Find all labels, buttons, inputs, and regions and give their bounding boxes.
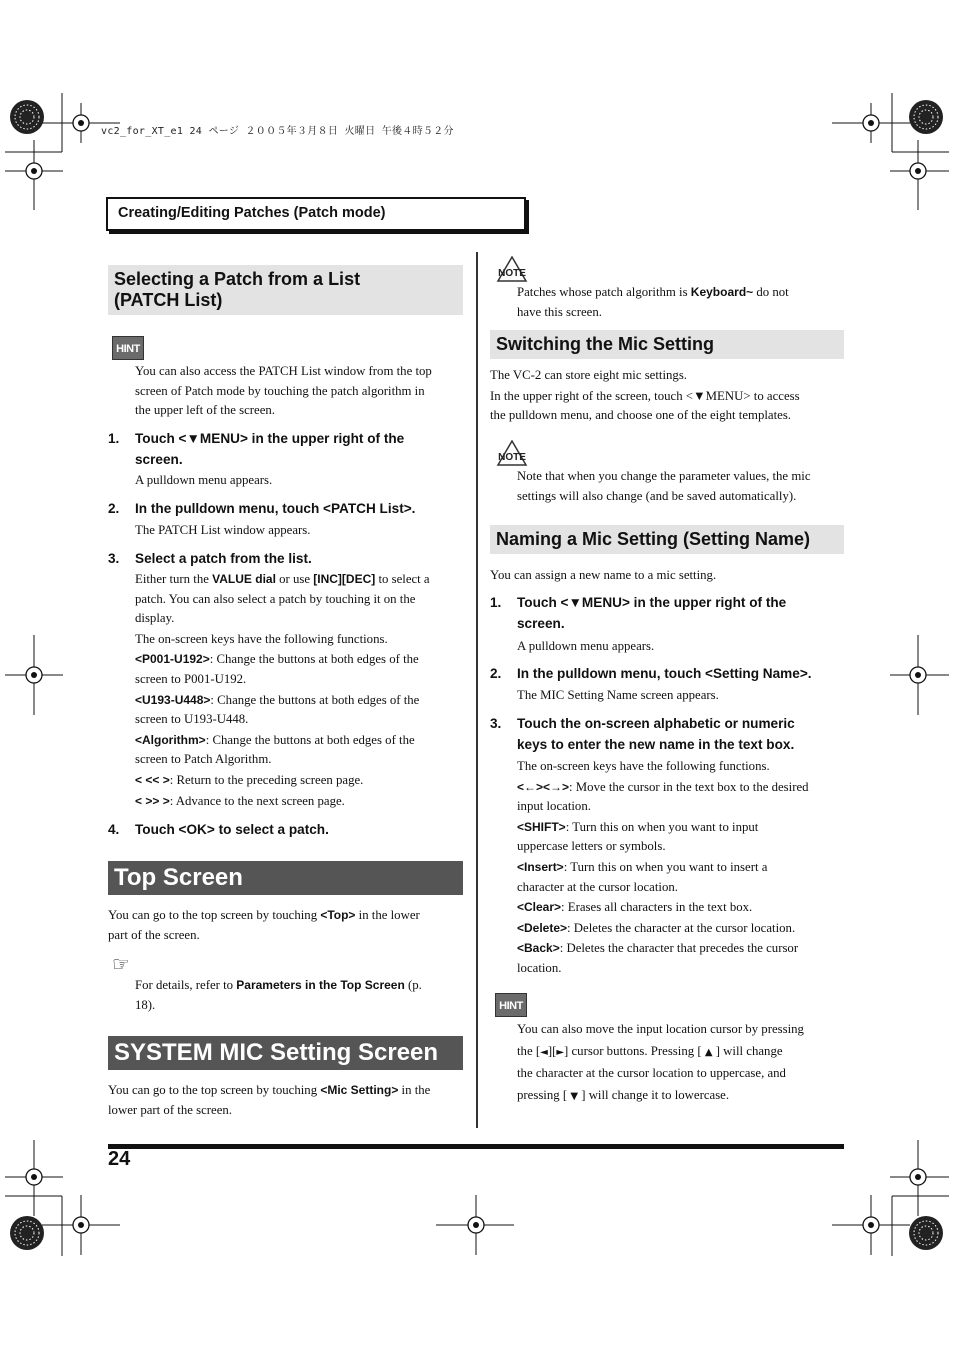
step-4 bbox=[108, 820, 470, 841]
naming-step-1-desc: A pulldown menu appears. bbox=[517, 639, 655, 653]
footer-rule bbox=[108, 1144, 844, 1149]
hint-line: the upper left of the screen. bbox=[135, 403, 275, 418]
key-desc: : Turn this on when you want to insert a bbox=[563, 859, 768, 874]
text: do not bbox=[753, 285, 789, 299]
step-text: Touch <▼MENU> in the upper right of the bbox=[135, 431, 405, 446]
key-name: < >> > bbox=[135, 793, 170, 808]
key-desc: character at the cursor location. bbox=[517, 879, 678, 894]
note-icon bbox=[495, 256, 529, 282]
text: ][ bbox=[547, 1043, 557, 1058]
key-desc: location. bbox=[517, 960, 562, 975]
down-arrow-icon: ▼ bbox=[570, 1090, 579, 1102]
note-text-2 bbox=[517, 467, 847, 506]
key-desc: screen to P001-U192. bbox=[135, 671, 247, 686]
step-text: Touch <OK> to select a patch. bbox=[135, 822, 329, 837]
section-heading-patch-list bbox=[108, 265, 463, 315]
step-number: 4. bbox=[108, 822, 120, 837]
text: ] cursor buttons. Pressing [ bbox=[564, 1043, 702, 1058]
text: patch. You can also select a patch by touching it on the bbox=[135, 591, 416, 606]
text: The VC-2 can store eight mic settings. bbox=[490, 368, 688, 382]
reference-icon: ☞ bbox=[112, 952, 130, 976]
hint-line: You can also access the PATCH List window from the top bbox=[135, 364, 432, 378]
step-text: Touch the on-screen alphabetic or numeric bbox=[517, 716, 795, 731]
switching-text bbox=[490, 366, 850, 426]
key-name: <Insert> bbox=[517, 859, 564, 874]
hint-icon: HINT bbox=[495, 993, 527, 1017]
key-name: <Clear> bbox=[517, 900, 562, 915]
chapter-header bbox=[106, 197, 526, 231]
step-number: 2. bbox=[490, 666, 502, 681]
key-desc: : Change the buttons at both edges of the bbox=[209, 652, 419, 667]
value-dial-label: VALUE dial bbox=[212, 572, 276, 586]
system-mic-text bbox=[108, 1081, 468, 1120]
key-desc: : Deletes the character that precedes the cursor bbox=[559, 941, 799, 956]
step-1 bbox=[108, 429, 470, 470]
right-arrow-icon: ► bbox=[556, 1046, 565, 1058]
text: pressing [ bbox=[517, 1087, 568, 1102]
reference-text bbox=[135, 976, 465, 1015]
column-divider bbox=[476, 252, 478, 1128]
step-text: In the pulldown menu, touch <Setting Name>. bbox=[517, 666, 812, 681]
text: the pulldown menu, and choose one of the eight templates. bbox=[490, 408, 792, 423]
mic-setting-key: <Mic Setting> bbox=[320, 1083, 399, 1097]
step-text: Touch <▼MENU> in the upper right of the bbox=[517, 595, 787, 610]
inc-dec-label: [INC][DEC] bbox=[313, 572, 376, 586]
text: ] will change bbox=[715, 1043, 783, 1058]
page-number: 24 bbox=[108, 1148, 131, 1170]
text: Either turn the bbox=[135, 572, 213, 586]
step-text: In the pulldown menu, touch <PATCH List>. bbox=[135, 501, 416, 516]
text: You can also move the input location cursor by pressing bbox=[517, 1022, 804, 1036]
step-3-desc bbox=[135, 570, 470, 811]
key-desc: uppercase letters or symbols. bbox=[517, 839, 666, 854]
text: settings will also change (and be saved automatically). bbox=[517, 488, 797, 503]
key-desc: screen to U193-U448. bbox=[135, 712, 249, 727]
keyboard-term: Keyboard~ bbox=[690, 285, 754, 299]
key-name: <←><→> bbox=[517, 779, 570, 794]
text: 18). bbox=[135, 997, 156, 1012]
hint-icon: HINT bbox=[112, 336, 144, 360]
key-name: <SHIFT> bbox=[517, 819, 566, 834]
chapter-title: Creating/Editing Patches (Patch mode) bbox=[118, 205, 386, 221]
key-name: < << > bbox=[135, 772, 170, 787]
text: Note that when you change the parameter values, the mic bbox=[517, 469, 811, 483]
step-text: screen. bbox=[135, 451, 183, 467]
step-number: 2. bbox=[108, 501, 120, 516]
step-number: 3. bbox=[108, 551, 120, 566]
text: in the bbox=[398, 1083, 431, 1097]
note-icon-label: NOTE bbox=[498, 268, 526, 279]
key-desc: : Deletes the character at the cursor location. bbox=[567, 920, 796, 935]
top-key: <Top> bbox=[320, 908, 356, 922]
text: lower part of the screen. bbox=[108, 1102, 233, 1117]
key-desc: : Change the buttons at both edges of the bbox=[205, 732, 415, 747]
section-heading-switching: Switching the Mic Setting bbox=[490, 330, 844, 359]
note-icon-label: NOTE bbox=[498, 452, 526, 463]
keys-intro: The on-screen keys have the following functions. bbox=[517, 759, 770, 773]
hint-text-2 bbox=[517, 1019, 852, 1107]
print-info-line: vc2_for_XT_e1 24 ページ ２００５年３月８日 火曜日 午後４時５２分 bbox=[101, 126, 454, 137]
naming-step-3-desc bbox=[517, 757, 847, 979]
text: in the lower bbox=[355, 908, 420, 922]
text: In the upper right of the screen, touch <▼MENU> to access bbox=[490, 388, 800, 403]
note-icon bbox=[495, 440, 529, 466]
step-3 bbox=[108, 549, 470, 570]
naming-step-3 bbox=[490, 714, 847, 755]
key-desc: : Return to the preceding screen page. bbox=[169, 772, 364, 787]
key-desc: : Erases all characters in the text box. bbox=[561, 900, 753, 915]
text: the character at the cursor location to uppercase, and bbox=[517, 1066, 786, 1080]
step-2-desc: The PATCH List window appears. bbox=[135, 523, 311, 537]
key-desc: : Change the buttons at both edges of the bbox=[210, 692, 420, 707]
note-text-1 bbox=[517, 283, 847, 322]
key-name: <U193-U448> bbox=[135, 692, 211, 707]
text: ] will change it to lowercase. bbox=[581, 1087, 730, 1102]
naming-step-2 bbox=[490, 664, 847, 685]
top-screen-text bbox=[108, 906, 468, 945]
text: to select a bbox=[375, 572, 430, 586]
step-number: 1. bbox=[490, 595, 502, 610]
step-text: Select a patch from the list. bbox=[135, 551, 312, 566]
key-desc: screen to Patch Algorithm. bbox=[135, 752, 272, 767]
section-heading-naming: Naming a Mic Setting (Setting Name) bbox=[490, 525, 844, 554]
text: have this screen. bbox=[517, 304, 602, 319]
text: (p. bbox=[404, 978, 422, 992]
naming-intro: You can assign a new name to a mic setting. bbox=[490, 568, 717, 582]
text: part of the screen. bbox=[108, 927, 200, 942]
text: display. bbox=[135, 611, 175, 626]
key-desc: input location. bbox=[517, 799, 591, 814]
section-title-line2: (PATCH List) bbox=[114, 290, 223, 310]
text: the [ bbox=[517, 1043, 541, 1058]
naming-step-1 bbox=[490, 593, 847, 634]
text: You can go to the top screen by touching bbox=[108, 908, 321, 922]
text: For details, refer to bbox=[135, 978, 237, 992]
step-2 bbox=[108, 499, 470, 520]
text: or use bbox=[275, 572, 314, 586]
key-desc: : Advance to the next screen page. bbox=[169, 793, 345, 808]
hint-text bbox=[135, 362, 470, 421]
heading-system-mic: SYSTEM MIC Setting Screen bbox=[108, 1036, 463, 1070]
key-name: <Algorithm> bbox=[135, 732, 206, 747]
step-number: 3. bbox=[490, 716, 502, 731]
step-number: 1. bbox=[108, 431, 120, 446]
hint-line: screen of Patch mode by touching the patch algorithm in bbox=[135, 383, 425, 398]
key-desc: : Move the cursor in the text box to the desired bbox=[569, 779, 809, 794]
key-name: <Back> bbox=[517, 941, 560, 956]
keys-intro: The on-screen keys have the following functions. bbox=[135, 631, 388, 646]
step-1-desc: A pulldown menu appears. bbox=[135, 473, 273, 487]
text: You can go to the top screen by touching bbox=[108, 1083, 321, 1097]
key-name: <Delete> bbox=[517, 920, 568, 935]
up-arrow-icon: ▲ bbox=[704, 1046, 713, 1058]
key-desc: : Turn this on when you want to input bbox=[565, 819, 759, 834]
text: Patches whose patch algorithm is bbox=[517, 285, 691, 299]
heading-top-screen: Top Screen bbox=[108, 861, 463, 895]
section-title-line1: Selecting a Patch from a List bbox=[114, 269, 361, 289]
key-name: <P001-U192> bbox=[135, 652, 210, 667]
reference-link[interactable]: Parameters in the Top Screen bbox=[236, 978, 405, 992]
step-text: keys to enter the new name in the text box. bbox=[517, 736, 795, 752]
left-arrow-icon: ◄ bbox=[540, 1046, 548, 1058]
step-text: screen. bbox=[517, 615, 565, 631]
naming-step-2-desc: The MIC Setting Name screen appears. bbox=[517, 688, 719, 702]
